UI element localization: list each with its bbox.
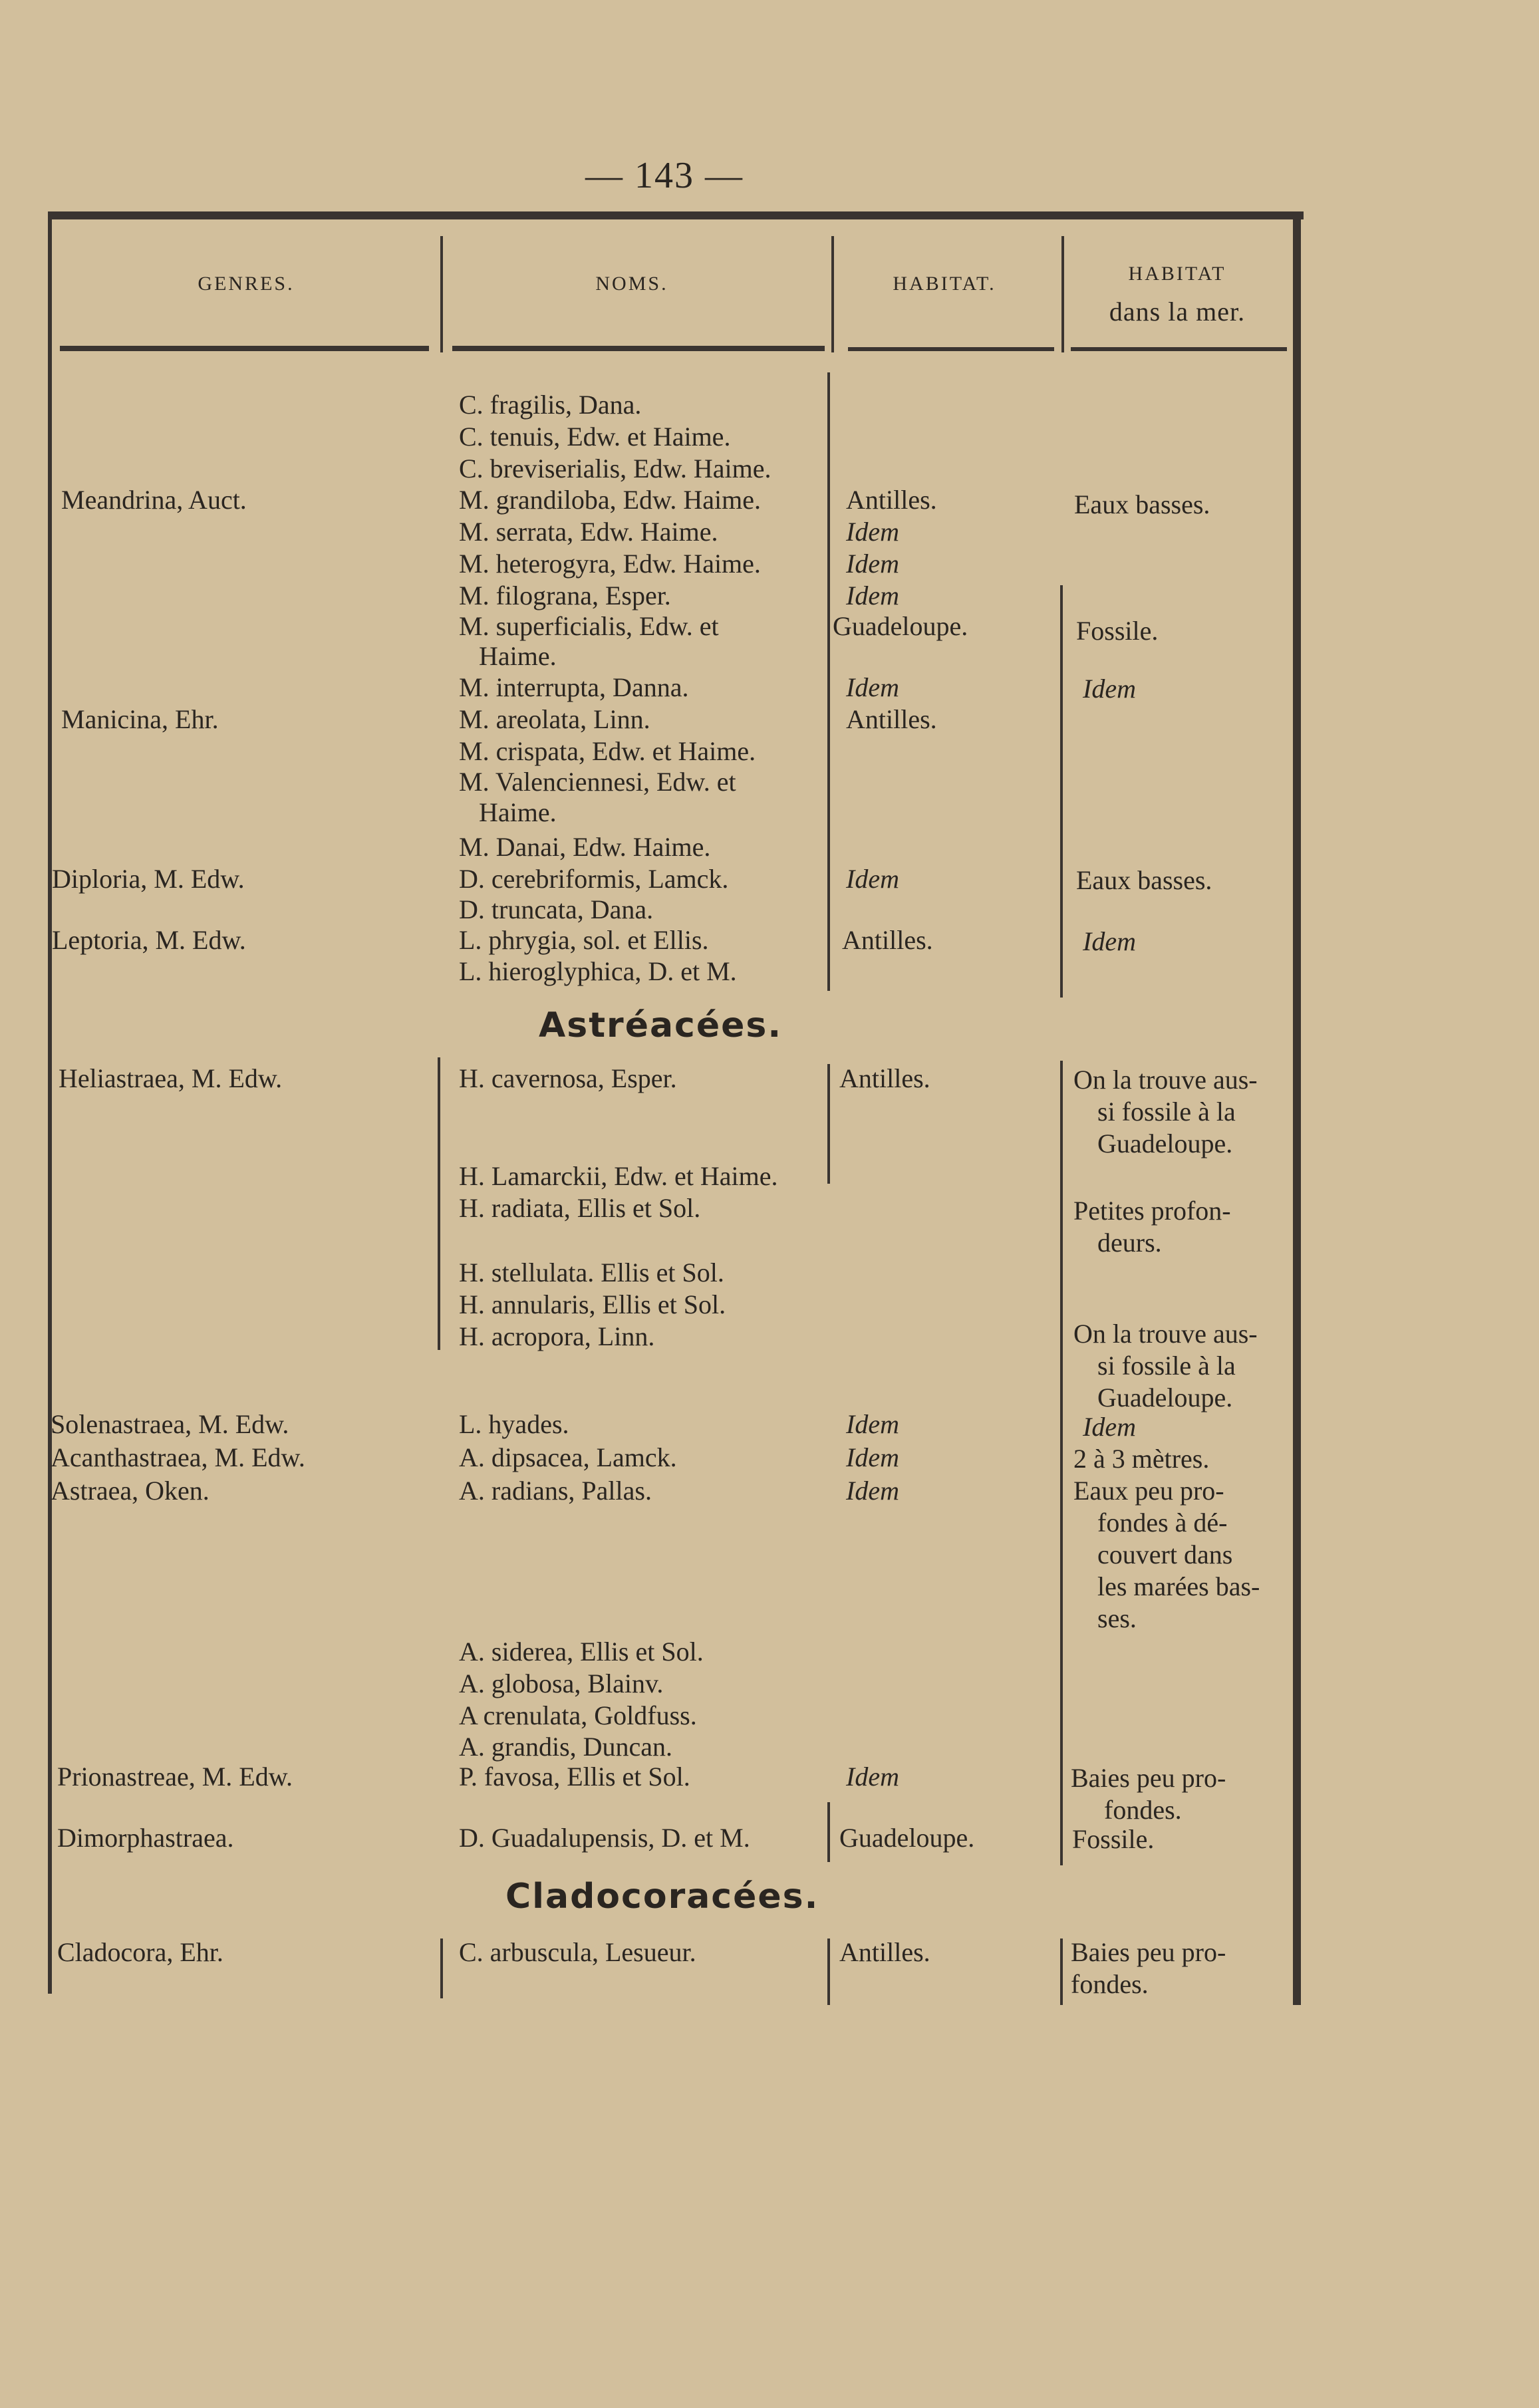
nom-cell: H. annularis, Ellis et Sol.	[459, 1289, 726, 1319]
table-right-border	[1293, 219, 1301, 2005]
mer-cell: deurs.	[1097, 1228, 1162, 1258]
table-left-border	[48, 211, 52, 1994]
section-astreacees: Astréacées.	[539, 1005, 783, 1045]
habitat-cell: Idem	[846, 1476, 899, 1506]
nom-cell: M. Valenciennesi, Edw. et	[459, 767, 736, 797]
column-separator	[827, 372, 830, 991]
header-habitat-mer-1: HABITAT	[1128, 263, 1226, 285]
nom-cell: M. filograna, Esper.	[459, 581, 671, 610]
column-separator	[1060, 1939, 1063, 2005]
column-separator	[827, 1939, 830, 2005]
nom-cell: M. interrupta, Danna.	[459, 672, 689, 702]
nom-cell: M. Danai, Edw. Haime.	[459, 832, 711, 862]
nom-cell: M. heterogyra, Edw. Haime.	[459, 549, 761, 579]
nom-cell: C. breviserialis, Edw. Haime.	[459, 454, 771, 483]
genre-cell: Diploria, M. Edw.	[52, 864, 245, 894]
mer-cell: 2 à 3 mètres.	[1073, 1444, 1210, 1474]
nom-cell: H. stellulata. Ellis et Sol.	[459, 1258, 724, 1287]
nom-cell: M. superficialis, Edw. et	[459, 611, 719, 641]
genre-cell: Acanthastraea, M. Edw.	[51, 1442, 305, 1472]
mer-cell: Guadeloupe.	[1097, 1383, 1233, 1412]
mer-cell: Idem	[1083, 1412, 1136, 1442]
column-separator	[440, 1939, 443, 1998]
nom-cell: A. grandis, Duncan.	[459, 1732, 673, 1762]
mer-cell: fondes à dé-	[1097, 1508, 1228, 1538]
genre-cell: Meandrina, Auct.	[61, 485, 247, 515]
nom-cell: M. crispata, Edw. et Haime.	[459, 736, 756, 766]
habitat-cell: Idem	[846, 672, 899, 702]
column-separator	[827, 1802, 830, 1862]
header-habitat: HABITAT.	[893, 273, 996, 295]
header-rule-noms	[452, 346, 825, 351]
genre-cell: Prionastreae, M. Edw.	[57, 1762, 293, 1792]
header-rule-genres	[60, 346, 429, 351]
nom-cell: H. radiata, Ellis et Sol.	[459, 1193, 701, 1223]
mer-cell: si fossile à la	[1097, 1351, 1236, 1381]
mer-cell: Fossile.	[1072, 1824, 1155, 1854]
habitat-cell: Idem	[846, 864, 899, 894]
mer-cell: Guadeloupe.	[1097, 1129, 1233, 1158]
header-genres: GENRES.	[198, 273, 295, 295]
header-rule-mer	[1071, 347, 1287, 351]
table-top-border	[48, 211, 1304, 219]
nom-cell: L. hieroglyphica, D. et M.	[459, 956, 737, 986]
nom-cell: L. hyades.	[459, 1409, 569, 1439]
nom-cell: P. favosa, Ellis et Sol.	[459, 1762, 690, 1792]
column-separator	[1060, 585, 1063, 998]
nom-cell: L. phrygia, sol. et Ellis.	[459, 925, 709, 955]
mer-cell: Baies peu pro-	[1071, 1937, 1226, 1967]
page-number: — 143 —	[585, 155, 744, 196]
nom-cell: H. cavernosa, Esper.	[459, 1063, 677, 1093]
header-habitat-mer-2: dans la mer.	[1109, 297, 1246, 327]
nom-cell: M. serrata, Edw. Haime.	[459, 517, 718, 547]
nom-cell: H. Lamarckii, Edw. et Haime.	[459, 1161, 778, 1191]
genre-cell: Solenastraea, M. Edw.	[51, 1409, 289, 1439]
genre-cell: Cladocora, Ehr.	[57, 1937, 223, 1967]
mer-cell: Idem	[1083, 926, 1136, 956]
nom-cell: D. truncata, Dana.	[459, 894, 654, 924]
column-separator	[1060, 1061, 1063, 1865]
column-separator	[438, 1057, 440, 1350]
habitat-cell: Antilles.	[839, 1063, 930, 1093]
nom-cell: Haime.	[479, 641, 557, 671]
nom-cell: A. siderea, Ellis et Sol.	[459, 1637, 704, 1667]
habitat-cell: Antilles.	[846, 485, 937, 515]
habitat-cell: Idem	[846, 1442, 899, 1472]
mer-cell: Fossile.	[1076, 616, 1159, 646]
mer-cell: Eaux basses.	[1074, 489, 1210, 519]
mer-cell: fondes.	[1104, 1795, 1182, 1825]
habitat-cell: Guadeloupe.	[833, 611, 968, 641]
habitat-cell: Idem	[846, 549, 899, 579]
nom-cell: C. fragilis, Dana.	[459, 390, 642, 420]
mer-cell: Eaux peu pro-	[1073, 1476, 1224, 1506]
habitat-cell: Antilles.	[839, 1937, 930, 1967]
habitat-cell: Idem	[846, 1409, 899, 1439]
nom-cell: A. radians, Pallas.	[459, 1476, 652, 1506]
habitat-cell: Antilles.	[842, 925, 933, 955]
column-separator	[831, 236, 834, 352]
habitat-cell: Idem	[846, 581, 899, 610]
mer-cell: Petites profon-	[1073, 1196, 1231, 1226]
mer-cell: Eaux basses.	[1076, 865, 1212, 895]
genre-cell: Astraea, Oken.	[51, 1476, 210, 1506]
mer-cell: couvert dans	[1097, 1539, 1233, 1569]
header-rule-habitat	[848, 347, 1054, 351]
nom-cell: H. acropora, Linn.	[459, 1321, 655, 1351]
section-cladocoracees: Cladocoracées.	[505, 1877, 819, 1917]
habitat-cell: Antilles.	[846, 704, 937, 734]
habitat-cell: Guadeloupe.	[839, 1823, 975, 1853]
genre-cell: Dimorphastraea.	[57, 1823, 234, 1853]
mer-cell: Idem	[1083, 674, 1136, 704]
column-separator	[827, 1064, 830, 1184]
nom-cell: C. tenuis, Edw. et Haime.	[459, 422, 731, 452]
mer-cell: si fossile à la	[1097, 1097, 1236, 1127]
nom-cell: D. cerebriformis, Lamck.	[459, 864, 729, 894]
nom-cell: M. areolata, Linn.	[459, 704, 650, 734]
genre-cell: Leptoria, M. Edw.	[52, 925, 246, 955]
nom-cell: M. grandiloba, Edw. Haime.	[459, 485, 761, 515]
mer-cell: On la trouve aus-	[1073, 1065, 1258, 1095]
nom-cell: A crenulata, Goldfuss.	[459, 1700, 697, 1730]
mer-cell: On la trouve aus-	[1073, 1319, 1258, 1349]
header-noms: NOMS.	[595, 273, 668, 295]
habitat-cell: Idem	[846, 517, 899, 547]
genre-cell: Manicina, Ehr.	[61, 704, 219, 734]
nom-cell: A. globosa, Blainv.	[459, 1669, 664, 1698]
mer-cell: les marées bas-	[1097, 1571, 1260, 1601]
genre-cell: Heliastraea, M. Edw.	[59, 1063, 283, 1093]
nom-cell: A. dipsacea, Lamck.	[459, 1442, 677, 1472]
mer-cell: Baies peu pro-	[1071, 1763, 1226, 1793]
mer-cell: fondes.	[1071, 1969, 1149, 1999]
nom-cell: D. Guadalupensis, D. et M.	[459, 1823, 750, 1853]
column-separator	[440, 236, 443, 352]
habitat-cell: Idem	[846, 1762, 899, 1792]
nom-cell: C. arbuscula, Lesueur.	[459, 1937, 696, 1967]
nom-cell: Haime.	[479, 797, 557, 827]
column-separator	[1061, 236, 1064, 352]
mer-cell: ses.	[1097, 1603, 1137, 1633]
